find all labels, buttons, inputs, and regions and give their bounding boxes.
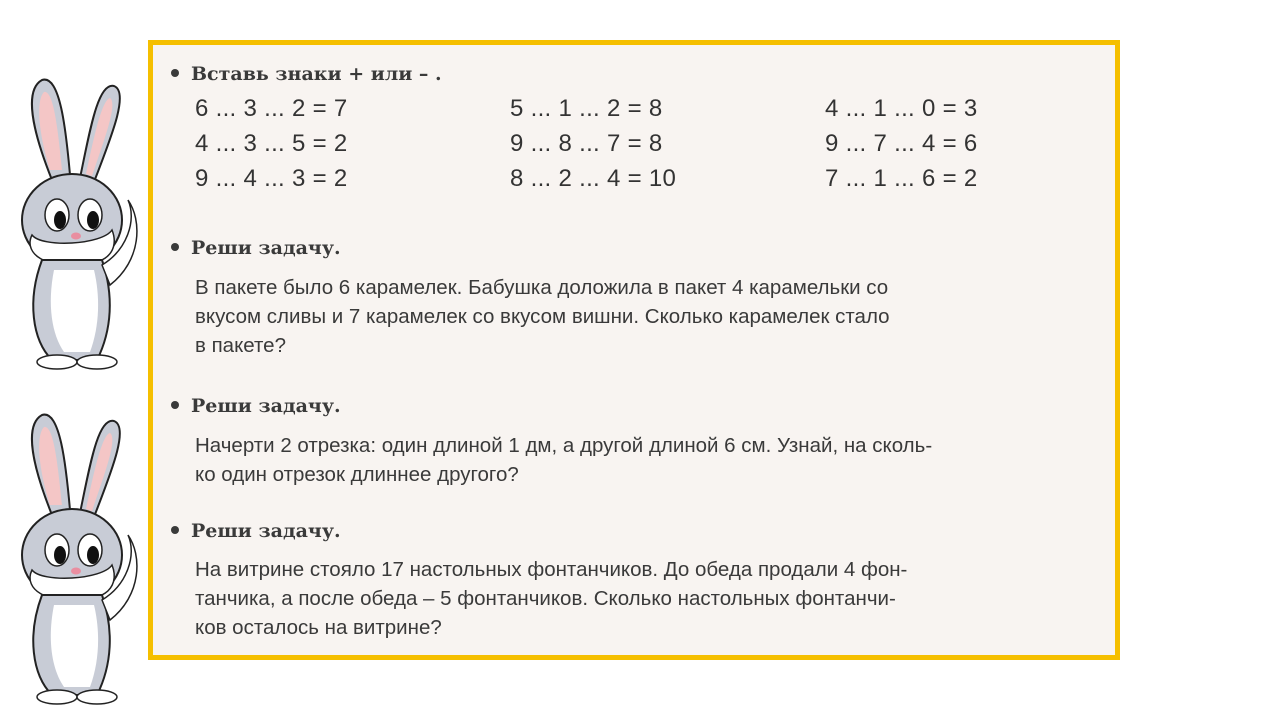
bullet-icon [171, 401, 179, 409]
task-text [195, 555, 1075, 642]
equation: 5 ... 1 ... 2 = 8 [510, 95, 663, 122]
task-line: в пакете? [195, 334, 286, 357]
equation: 9 ... 7 ... 4 = 6 [825, 130, 978, 157]
equation: 4 ... 1 ... 0 = 3 [825, 95, 978, 122]
equation: 4 ... 3 ... 5 = 2 [195, 130, 348, 157]
task-line: Начерти 2 отрезка: один длиной 1 дм, а другой длиной 6 см. Узнай, на сколь- [195, 434, 933, 457]
task-text [195, 431, 1075, 489]
task-heading [171, 395, 341, 417]
equation: 7 ... 1 ... 6 = 2 [825, 165, 978, 192]
task-heading-text: Реши задачу. [191, 520, 341, 542]
bullet-icon [171, 243, 179, 251]
exercise-heading-text: Вставь знаки + или – . [191, 63, 442, 85]
worksheet-frame [148, 40, 1120, 660]
bullet-icon [171, 69, 179, 77]
task-line: вкусом сливы и 7 карамелек со вкусом вишни. Сколько карамелек стало [195, 305, 890, 328]
task-heading-text: Реши задачу. [191, 395, 341, 417]
equation: 9 ... 4 ... 3 = 2 [195, 165, 348, 192]
bunny-icon [2, 405, 152, 705]
task-line: На витрине стояло 17 настольных фонтанчиков. До обеда продали 4 фон- [195, 558, 908, 581]
bullet-icon [171, 526, 179, 534]
task-heading [171, 237, 341, 259]
equation: 6 ... 3 ... 2 = 7 [195, 95, 348, 122]
task-line: ко один отрезок длиннее другого? [195, 463, 519, 486]
exercise-heading [171, 63, 442, 85]
equation: 8 ... 2 ... 4 = 10 [510, 165, 677, 192]
task-heading-text: Реши задачу. [191, 237, 341, 259]
task-line: танчика, а после обеда – 5 фонтанчиков. Сколько настольных фонтанчи- [195, 587, 896, 610]
task-line: В пакете было 6 карамелек. Бабушка доложила в пакет 4 карамельки со [195, 276, 889, 299]
task-heading [171, 520, 341, 542]
task-line: ков осталось на витрине? [195, 616, 442, 639]
equation: 9 ... 8 ... 7 = 8 [510, 130, 663, 157]
task-text [195, 273, 1075, 360]
bunny-icon [2, 70, 152, 370]
